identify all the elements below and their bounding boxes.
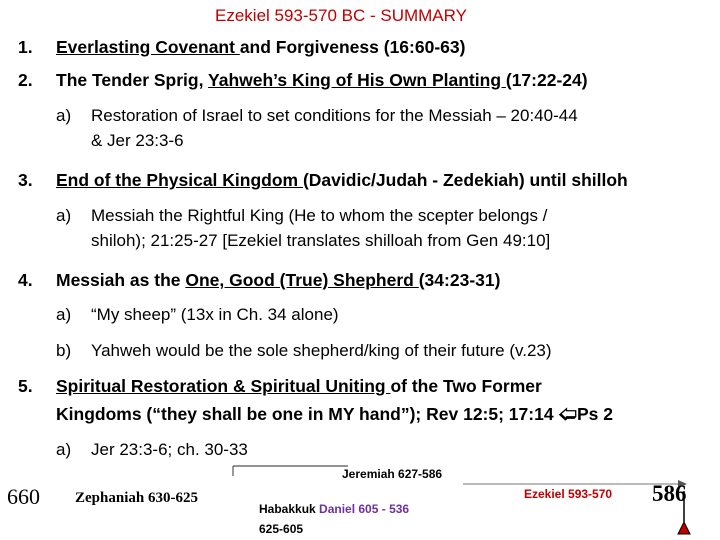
timeline-jeremiah: Jeremiah 627-586 [342,467,443,481]
item-text-plain: Messiah as the [56,270,186,290]
sub-label: b) [56,341,72,360]
item-text-underlined: Everlasting Covenant [56,37,240,57]
timeline-zephaniah: Zephaniah 630-625 [75,490,198,506]
sub-label: a) [56,440,72,459]
item-text-plain: (34:23-31) [418,270,501,290]
item-text [56,270,500,291]
timeline-habakkuk: Habakkuk [259,502,320,516]
item-number: 3. [18,170,33,190]
sub-label: a) [56,106,72,125]
sub-text-line: Jer 23:3-6; ch. 30-33 [91,440,248,459]
item-2-sub-a [56,106,578,150]
item-text-plain: of the Two Former [390,376,542,396]
item-4 [18,270,501,291]
item-3-sub-a [56,206,551,250]
item-5-sub-a [56,440,248,460]
item-text-plain: and Forgiveness (16:60-63) [239,37,466,57]
item-number: 5. [18,376,33,396]
sub-text-line: Restoration of Israel to set conditions for the Messiah – 20:40-44 [91,106,578,125]
item-number: 2. [18,70,33,90]
timeline-marker-triangle [678,522,690,534]
slide-title: Ezekiel 593-570 BC - SUMMARY [215,6,467,25]
item-text-plain: Kingdoms (“they shall be one in MY hand”); Rev 12:5; 17:14 [56,404,559,424]
item-number: 4. [18,270,33,290]
item-text [56,37,465,58]
sub-text-line: Messiah the Rightful King (He to whom the scepter belongs / [91,206,548,225]
item-text-underlined: End of the Physical Kingdom [56,170,303,190]
item-text-underlined: One, Good (True) Shepherd [185,270,419,290]
item-text-underlined: Spiritual Restoration & Spiritual Uniting [56,376,391,396]
sub-text-line: “My sheep” (13x in Ch. 34 alone) [91,305,339,324]
item-1 [18,37,466,58]
sub-text-line: shiloh); 21:25-27 [Ezekiel translates shilloah from Gen 49:10] [91,231,551,250]
item-text [56,70,588,91]
sub-label: a) [56,206,72,225]
item-4-sub-b [56,341,552,361]
item-4-sub-a [56,305,339,325]
item-text-plain: The Tender Sprig, [56,70,209,90]
sub-text-line: & Jer 23:3-6 [91,131,184,150]
item-3 [18,170,628,191]
sub-label: a) [56,305,72,324]
item-5 [18,376,613,424]
timeline-habakkuk-daniel [259,502,409,516]
timeline-ezekiel: Ezekiel 593-570 [524,487,613,501]
item-number: 1. [18,37,33,57]
timeline-end-year: 586 [652,481,687,506]
arrow-left-icon: 🢠 [558,404,577,424]
item-text [56,376,542,397]
timeline-daniel: Daniel 605 - 536 [319,502,410,516]
item-text [56,170,628,191]
timeline-start-year: 660 [7,484,40,509]
item-text-line-2 [56,402,613,432]
item-2 [18,70,588,91]
item-text-plain: Ps 2 [576,404,613,424]
item-text-plain: (17:22-24) [505,70,588,90]
item-text-plain: (Davidic/Judah - Zedekiah) until shilloh [302,170,628,190]
sub-text-line: Yahweh would be the sole shepherd/king of their future (v.23) [91,341,552,360]
timeline-habakkuk-years: 625-605 [259,522,304,536]
item-text-underlined: Yahweh’s King of His Own Planting [208,70,506,90]
